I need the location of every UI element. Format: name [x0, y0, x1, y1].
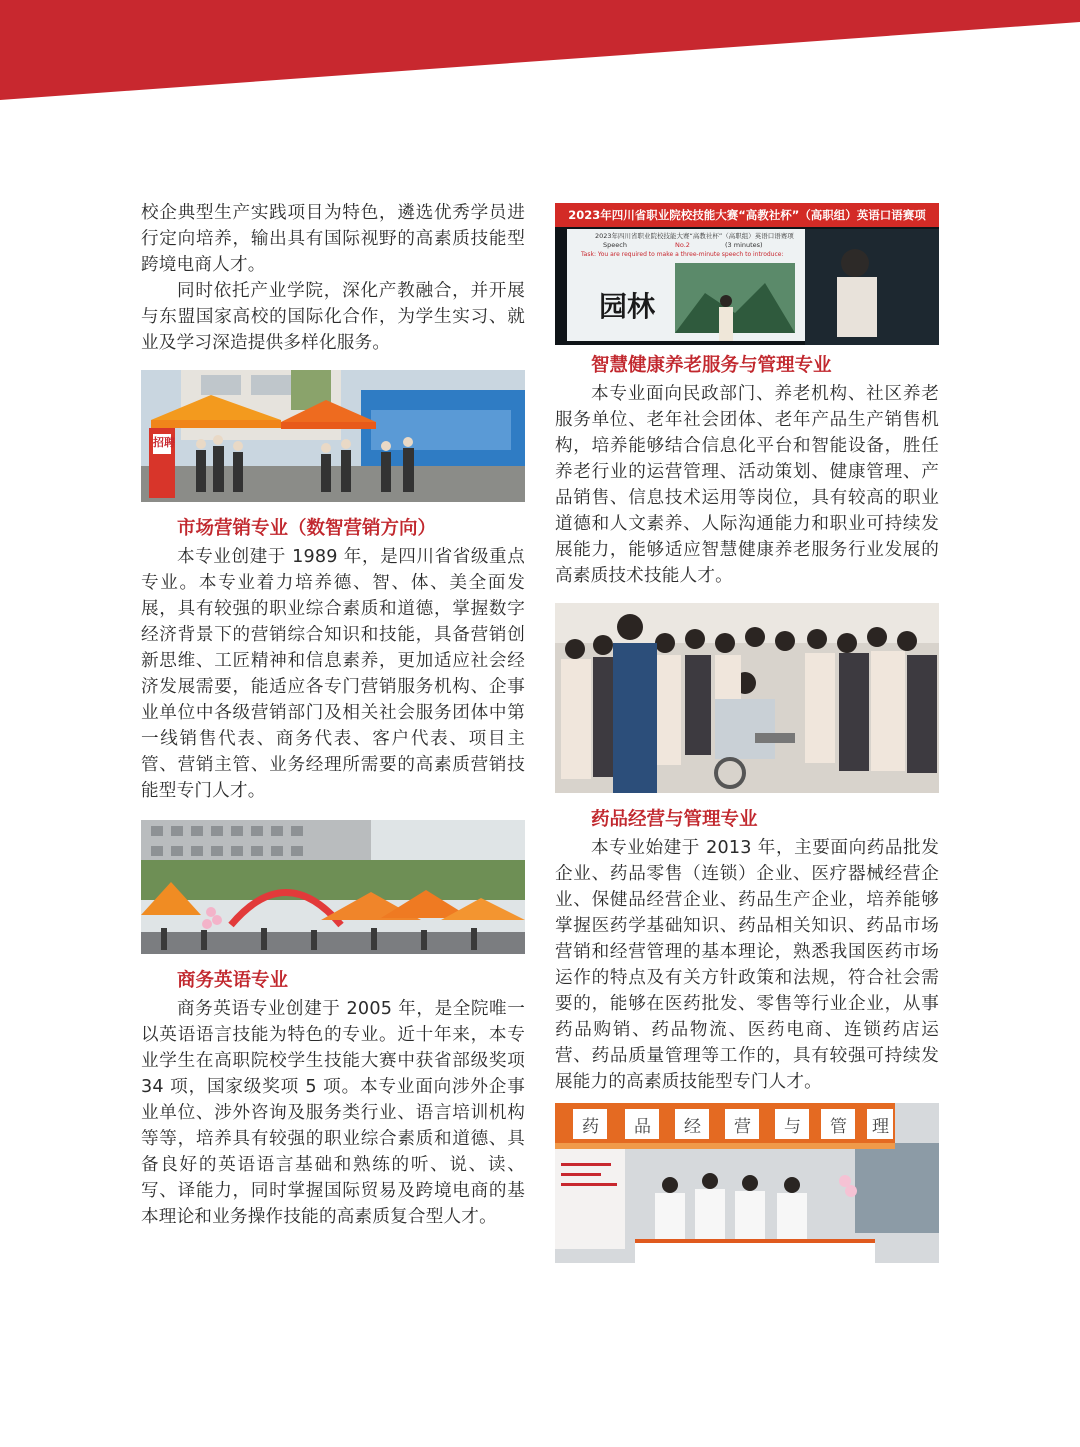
photo-care-demo: [555, 603, 939, 793]
tent-char-5: 与: [784, 1117, 801, 1137]
contest-banner: 2023年四川省职业院校技能大赛“高教社杯”（高职组）英语口语赛项: [568, 208, 926, 222]
right-column: [555, 203, 939, 1263]
section-body-marketing: 本专业创建于 1989 年，是四川省省级重点专业。本专业着力培养德、智、体、美全面发展，具有较强的职业综合素质和道德，掌握数字经济背景下的营销综合知识和技能，具备营销创新思维、工匠精神和信息素养，更加适应社会经济发展需要，能适应各专门营销服务机构、企事业单位中各级营销部门及相关社会服务团体中第一线销售代表、商务代表、客户代表、项目主管、营销主管、业务经理所需要的高素质营销技能型专门人才。: [141, 547, 525, 801]
section-body-business-english: 商务英语专业创建于 2005 年，是全院唯一以英语语言技能为特色的专业。近十年来，本专业学生在高职院校学生技能大赛中获省部级奖项 34 项，国家级奖项 5 项。本专业面向涉外企事业单位、涉外咨询及服务类行业、语言培训机构等等，培养具有较强的职业综合素质和道德、具备良好的英语语言基础和熟练的听、说、读、写、译能力，同时掌握国际贸易及跨境电商的基本理论和业务操作技能的高素质复合型人才。: [141, 999, 525, 1227]
job-fair-sign: 招聘: [153, 436, 175, 449]
intro-paragraph-1: 校企典型生产实践项目为特色，遴选优秀学员进行定向培养，输出具有国际视野的高素质技能型跨境电商人才。: [141, 203, 525, 275]
section-title-pharmacy: 药品经营与管理专业: [591, 809, 758, 830]
intro-paragraph-2: 同时依托产业学院，深化产教融合，并开展与东盟国家高校的国际化合作，为学生实习、就业及学习深造提供多样化服务。: [141, 281, 525, 353]
section-title-marketing: 市场营销专业（数智营销方向）: [177, 518, 437, 539]
photo-job-fair: [141, 370, 525, 502]
section-body-pharmacy: 本专业始建于 2013 年，主要面向药品批发企业、药品零售（连锁）企业、医疗器械经营企业、保健品经营企业、药品生产企业，培养能够掌握医药学基础知识、药品相关知识、药品市场营销和经营管理的基本理论，熟悉我国医药市场运作的特点及有关方针政策和法规，符合社会需要的，能够在医药批发、零售等行业企业，从事药品购销、药品物流、医药电商、连锁药店运营、药品质量管理等工作的，具有较强可持续发展能力的高素质技能型专门人才。: [555, 838, 939, 1092]
tent-char-7: 理: [872, 1117, 889, 1137]
photo-pharmacy-tent: [555, 1103, 939, 1263]
contest-task: Task: You are required to make a three-minute speech to introduce:: [581, 251, 784, 258]
contest-topic: 园林: [599, 290, 656, 323]
contest-speech-label: Speech: [603, 241, 627, 249]
tent-char-1: 药: [582, 1117, 599, 1137]
contest-slide-title: 2023年四川省职业院校技能大赛“高教社杯”（高职组）英语口语赛项: [595, 232, 794, 240]
section-title-elderly-care: 智慧健康养老服务与管理专业: [591, 355, 832, 376]
left-column: [141, 200, 525, 1230]
tent-char-6: 管: [830, 1117, 847, 1137]
tent-char-4: 营: [734, 1117, 751, 1137]
header-band: [0, 0, 1080, 110]
tent-char-3: 经: [684, 1117, 701, 1137]
contest-speech-no: No.2: [675, 241, 690, 249]
section-title-business-english: 商务英语专业: [177, 970, 289, 991]
contest-speech-minutes: (3 minutes): [725, 241, 763, 249]
section-body-elderly-care: 本专业面向民政部门、养老机构、社区养老服务单位、老年社会团体、老年产品生产销售机构，培养能够结合信息化平台和智能设备，胜任养老行业的运营管理、活动策划、健康管理、产品销售、信息技术运用等岗位，具有较高的职业道德和人文素养、人际沟通能力和职业可持续发展能力，能够适应智慧健康养老服务行业发展的高素质技术技能人才。: [555, 384, 939, 586]
photo-campus-event: [141, 820, 525, 954]
photo-speech-contest: [555, 203, 939, 345]
tent-char-2: 品: [634, 1117, 651, 1137]
